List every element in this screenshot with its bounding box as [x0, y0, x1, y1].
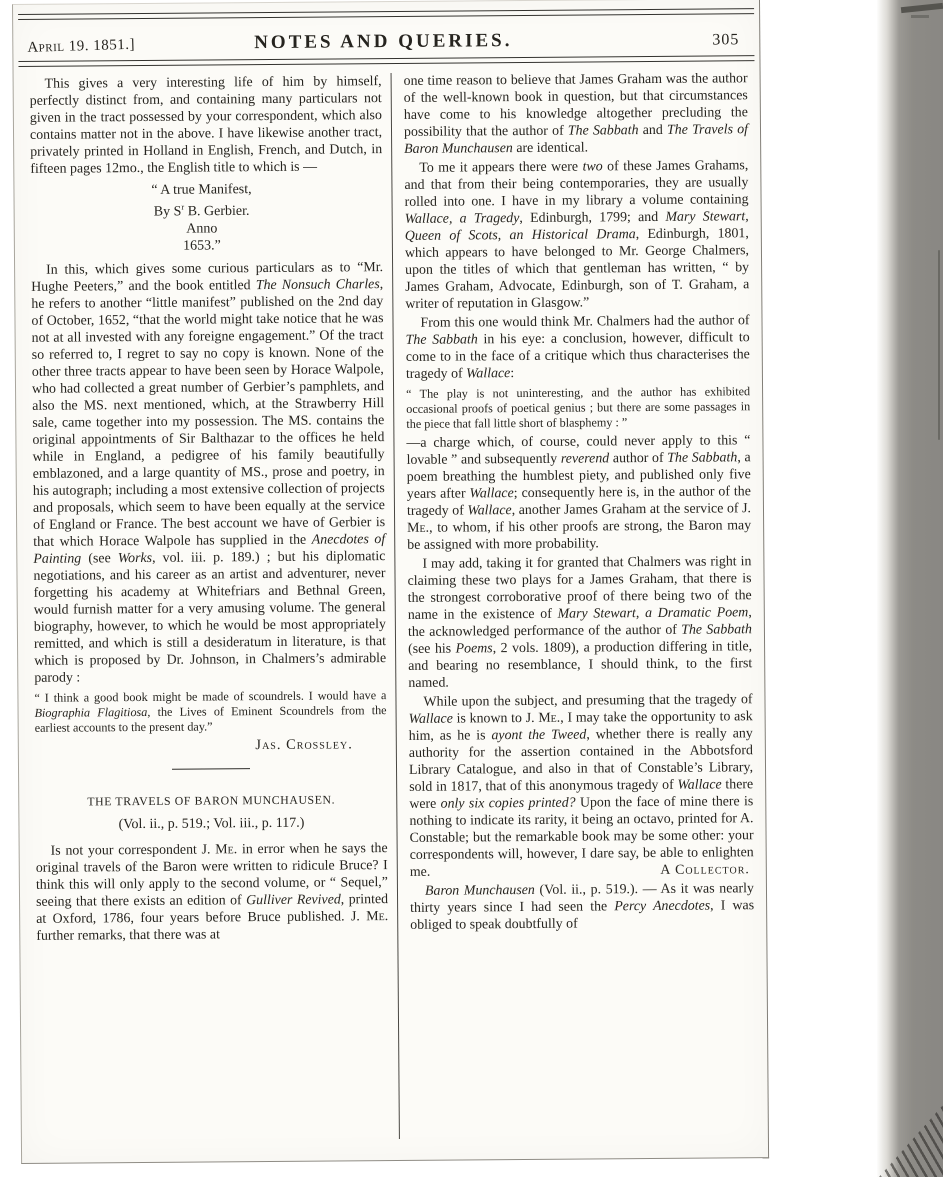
verse-line: 1653.” [182, 238, 221, 254]
page [12, 0, 769, 1164]
article-paragraph: —a charge which, of course, could never apply to this “ lovable ” and subsequently reverend author of The Sabbath, a poem breathing the humblest piety, and published only five years after Wallace; consequently here is, in the author of the tragedy of Wallace, another James Graham at the service of J. Me., to whom, if his other proofs are strong, the Baron may be assigned with more probability. [406, 433, 752, 553]
volume-reference: (Vol. ii., p. 519.; Vol. iii., p. 117.) [118, 816, 305, 833]
verse-line: By $S^r$ B. Gerbier. [153, 202, 250, 220]
article-paragraph: To me it appears there were two of these James Grahams, and that from their being contemporaries, they are usually rolled into one. I have in my library a volume containing Wallace, a Tragedy, Edinburgh, 1799; and Mary Stewart, Queen of Scots, an Historical Drama, Edinburgh, 1801, which appears to have belonged to Mr. George Chalmers, upon the titles of which that gentleman has written, “ by James Graham, Advocate, Edinburgh, son of T. Graham, a writer of reputation in Glasgow.” [404, 158, 750, 312]
paragraph-text: While upon the subject, and presuming that the tragedy of Wallace is known to J. Me., I may take the opportunity to ask him, as he is ayont the Tweed, whether there is really any authority for the assertion contained in the Abbotsford Library Catalogue, and also in that of Constable’s Library, sold in 1817, that of this anonymous tragedy of Wallace there were only six copies printed? Upon the face of mine there is nothing to indicate its rarity, it being an octavo, printed for A. Constable; but the remarkable book may be some other: your correspondents will, however, I dare say, be able to enlighten me. [408, 692, 754, 880]
scan-artifact [938, 250, 940, 440]
article-divider [172, 769, 250, 771]
pamphlet-title-block [30, 180, 373, 256]
scan-artifact [901, 3, 943, 13]
article-paragraph: From this one would think Mr. Chalmers had the author of The Sabbath in his eye: a conclusion, however, difficult to come to in the face of a critique which thus characterises the tragedy of Wallace: [405, 313, 750, 382]
article-paragraph: Is not your correspondent J. Me. in error when he says the original travels of the Baron were written to ridicule Bruce? I think this will only apply to the second volume, or “ Sequel,” seeing that there exists an edition of Gulliver Revived, printed at Oxford, 1786, four years before Bruce published. J. Me. further remarks, that there was at [35, 841, 389, 945]
article-paragraph: This gives a very interesting life of him by himself, perfectly distinct from, and containing many particulars not given in the tract possessed by your correspondent, which also contains matter not in the above. I have likewise another tract, privately printed in Holland in English, French, and Dutch, in fifteen pages 12mo., the English title to which is — [29, 74, 383, 177]
left-column [30, 73, 399, 1142]
issue-date: April 19. 1851.] [27, 36, 136, 56]
scan-artifact [911, 15, 929, 18]
article-paragraph-with-signature [408, 691, 753, 881]
page-number: 305 [712, 31, 740, 49]
publication-title: NOTES AND QUERIES. [254, 30, 513, 54]
verse-line: Anno [186, 221, 218, 237]
article-heading: THE TRAVELS OF BARON MUNCHAUSEN. [87, 792, 336, 809]
inline-quote-block: “ The play is not uninteresting, and the author has exhibited occasional proofs of poetical genius ; but there are some passages in the piece that fall little short of blasphemy : ” [406, 384, 751, 431]
author-signature: Jas. Crossley. [255, 736, 353, 754]
page-header [13, 14, 759, 61]
article-paragraph: one time reason to believe that James Graham was the author of the well-known book in question, but that circumstances have come to his knowledge altogether precluding the possibility that the author of The Sabbath and The Travels of Baron Munchausen are identical. [403, 71, 749, 157]
article-paragraph: Baron Munchausen (Vol. ii., p. 519.). — As it was nearly thirty years since I had seen the Percy Anecdotes, I was obliged to speak doubtfully of [410, 881, 755, 933]
right-column [392, 70, 760, 1139]
verse-line: “ A true Manifest, [151, 182, 252, 198]
article-paragraph: I may add, taking it for granted that Chalmers was right in claiming these two plays for a James Graham, that there is the strongest corroborative proof of there being two of the name in the existence of Mary Stewart, a Dramatic Poem, the acknowledged performance of the author of The Sabbath (see his Poems, 2 vols. 1809), a production differing in title, and bearing no resemblance, I should think, to the first named. [407, 554, 753, 691]
inline-quote-block: “ I think a good book might be made of scoundrels. I would have a Biographia Flagitiosa, the Lives of Eminent Scoundrels from the earliest accounts to the present day.” [34, 688, 387, 736]
author-signature: A Collector. [660, 862, 750, 878]
text-columns [13, 61, 767, 1142]
scan-artifact [879, 1105, 943, 1177]
article-paragraph: In this, which gives some curious particulars as to “Mr. Hughe Peeters,” and the book entitled The Nonsuch Charles, he refers to another “little manifest” published on the 2nd day of October, 1652, “that the world might take notice that he was not at all invested with any foreigne engagement.” Of the tract so referred to, I regret to say no copy is known. None of the other three tracts appear to have been seen by Horace Walpole, who had collected a great number of Gerbier’s pamphlets, and also the MS. next mentioned, which, at the Strawberry Hill sale, came together into my possession. The MS. contains the original appointments of Sir Balthazar to the offices he held while in England, a pedigree of his family beautifully emblazoned, and a large quantity of MS., prose and poetry, in his autograph; including a most extensive collection of projects and proposals, which seem to have been equally at the service of England or France. The best account we have of Gerbier is that which Horace Walpole has supplied in the Anecdotes of Painting (see Works, vol. iii. p. 189.) ; but his diplomatic negotiations, and his career as an artist and adventurer, never forgetting his academy at Whitefriars and Bethnal Green, would furnish matter for a very amusing volume. The general biography, however, to which he would be most appropriately remitted, and which is still a desideratum in literature, is that which is proposed by Dr. Johnson, in Chalmers’s admirable parody : [31, 260, 387, 687]
book-edge [877, 0, 943, 1177]
